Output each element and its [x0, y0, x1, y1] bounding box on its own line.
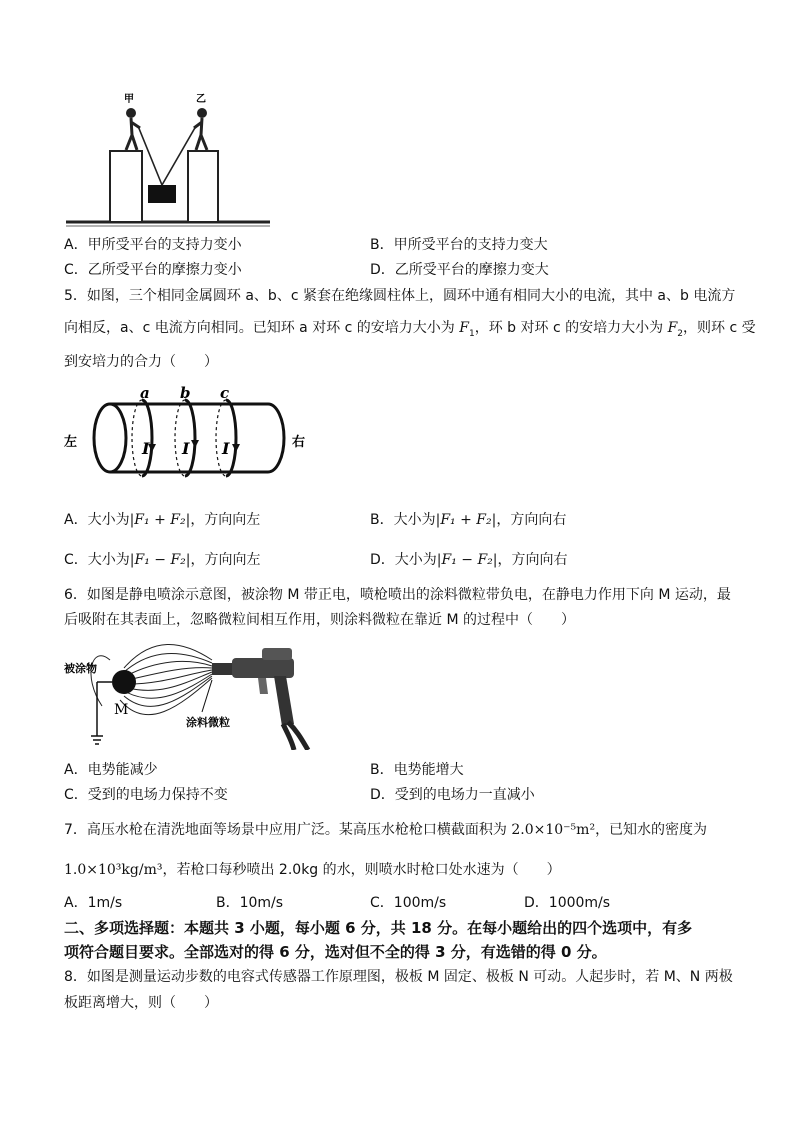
q6-stem-line2: 后吸附在其表面上，忽略微粒间相互作用，则涂料微粒在靠近 M 的过程中（ ） [64, 612, 575, 628]
q5-stem-line2: 向相反，a、c 电流方向相同。已知环 a 对环 c 的安培力大小为 $F_1$，环 b 对环 c 的安培力大小为 $F_2$，则环 c 受 [64, 320, 756, 339]
q7-stem-line2: 1.0×10³kg/m³，若枪口每秒喷出 2.0kg 的水，则喷水时枪口处水速为（ ） [64, 862, 561, 878]
ring-c-label: c [220, 384, 230, 402]
q6-option-a: A．电势能减少 [64, 762, 158, 778]
particle-label: 涂料微粒 [186, 716, 230, 729]
q6-option-b: B．电势能增大 [370, 762, 464, 778]
label-yi: 乙 [196, 94, 206, 105]
object-label: 被涂物 [64, 662, 97, 675]
q7-option-d: D．1000m/s [524, 895, 611, 911]
q6-option-c: C．受到的电场力保持不变 [64, 787, 228, 803]
q7-stem-line1: 7．高压水枪在清洗地面等场景中应用广泛。某高压水枪枪口横截面积为 2.0×10⁻⁵m²，已知水的密度为 [64, 822, 708, 838]
q7-option-a: A．1m/s [64, 895, 123, 911]
q5-option-d: D．大小为|F₁ − F₂|，方向向右 [370, 552, 568, 568]
q6-option-d: D．受到的电场力一直减小 [370, 787, 535, 803]
q5-option-a: A．大小为|F₁ + F₂|，方向向左 [64, 512, 261, 528]
current-b-label: I [182, 439, 190, 458]
m-label: M [114, 702, 129, 718]
q8-stem-line2: 板距离增大，则（ ） [64, 995, 218, 1011]
q4-option-b: B．甲所受平台的支持力变大 [370, 237, 548, 253]
label-jia: 甲 [124, 94, 134, 105]
q6-figure [62, 636, 320, 750]
ring-a-label: a [140, 384, 150, 402]
q5-option-c: C．大小为|F₁ − F₂|，方向向左 [64, 552, 261, 568]
current-c-label: I [222, 439, 230, 458]
left-label: 左 [64, 435, 78, 450]
section2-heading-line1: 二、多项选择题：本题共 3 小题，每小题 6 分，共 18 分。在每小题给出的四个选项中，有多 [64, 919, 693, 937]
section2-heading-line2: 项符合题目要求。全部选对的得 6 分，选对但不全的得 3 分，有选错的得 0 分。 [64, 943, 607, 961]
ring-b-label: b [180, 384, 191, 402]
q5-stem-line3: 到安培力的合力（ ） [64, 354, 218, 370]
q4-option-c: C．乙所受平台的摩擦力变小 [64, 262, 242, 278]
q5-stem-line1: 5．如图，三个相同金属圆环 a、b、c 紧套在绝缘圆柱体上，圆环中通有相同大小的电流，其中 a、b 电流方 [64, 288, 736, 304]
q5-option-b: B．大小为|F₁ + F₂|，方向向右 [370, 512, 567, 528]
q4-option-a: A．甲所受平台的支持力变小 [64, 237, 242, 253]
current-a-label: I [142, 439, 150, 458]
q7-option-c: C．100m/s [370, 895, 447, 911]
q5-figure [62, 380, 318, 492]
q7-option-b: B．10m/s [216, 895, 284, 911]
q4-figure [62, 88, 274, 230]
right-label: 右 [292, 435, 306, 450]
q8-stem-line1: 8．如图是测量运动步数的电容式传感器工作原理图，极板 M 固定、极板 N 可动。人起步时，若 M、N 两极 [64, 969, 733, 985]
q4-option-d: D．乙所受平台的摩擦力变大 [370, 262, 549, 278]
q6-stem-line1: 6．如图是静电喷涂示意图，被涂物 M 带正电，喷枪喷出的涂料微粒带负电，在静电力作用下向 M 运动，最 [64, 587, 731, 603]
